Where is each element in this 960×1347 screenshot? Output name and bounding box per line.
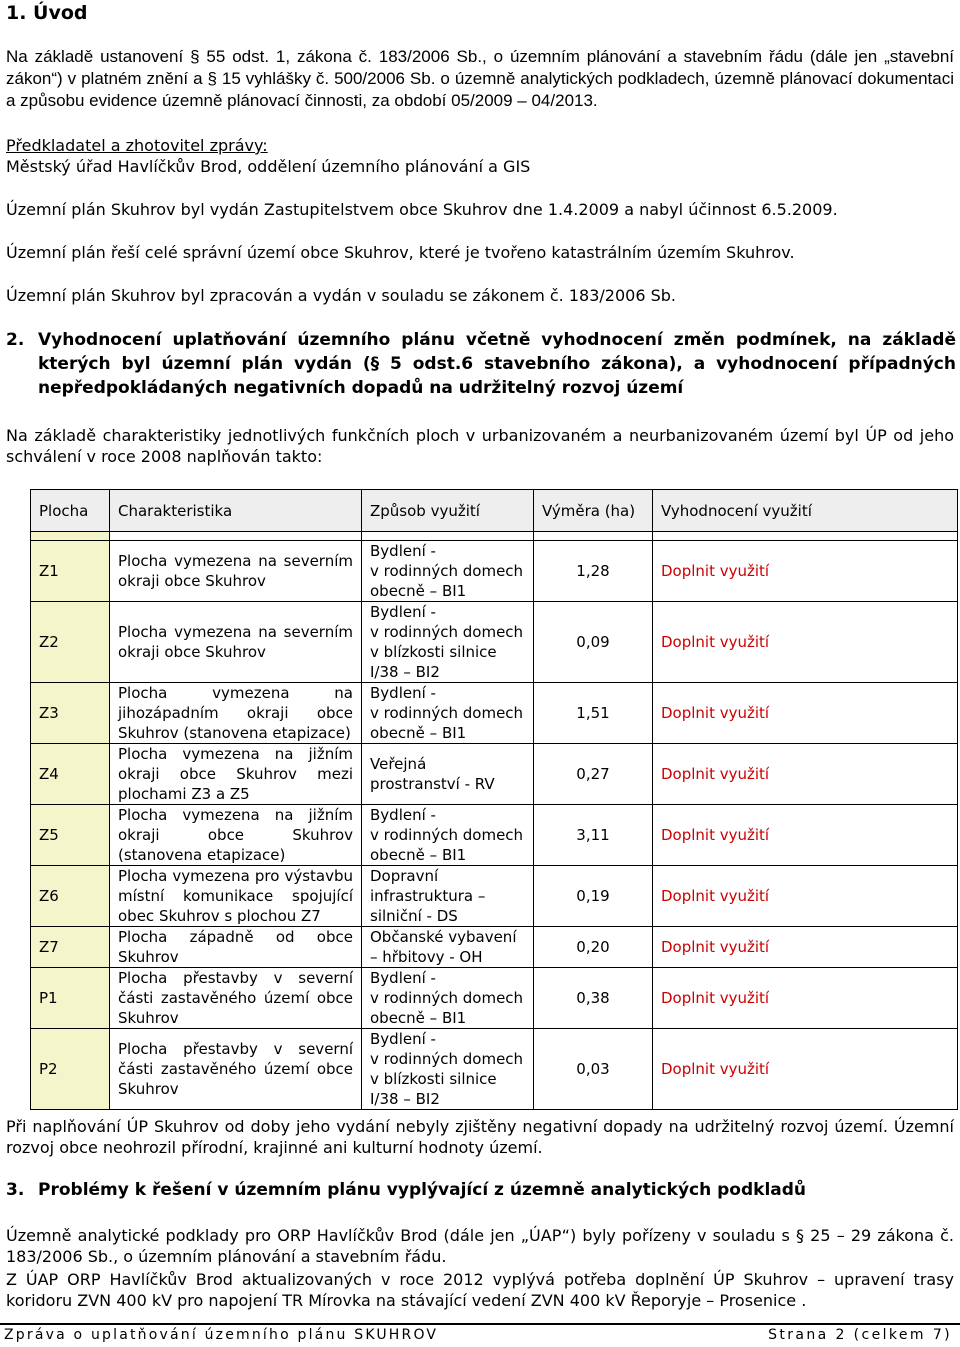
row-zpusob-vyuziti: Občanské vybavení – hřbitovy - OH	[362, 927, 534, 968]
header-plocha: Plocha	[31, 490, 110, 532]
row-charakteristika: Plocha vymezena na jižním okraji obce Skuhrov (stanovena etapizace)	[110, 805, 362, 866]
header-zpusob-vyuziti: Způsob využití	[362, 490, 534, 532]
row-plocha-code: Z5	[31, 805, 110, 866]
row-zpusob-vyuziti: Veřejná prostranství - RV	[362, 744, 534, 805]
row-zpusob-vyuziti: Bydlení - v rodinných domech obecně – BI1	[362, 541, 534, 602]
table-row	[31, 805, 958, 866]
row-vyhodnoceni: Doplnit využití	[653, 1029, 958, 1110]
row-plocha-code: Z1	[31, 541, 110, 602]
row-vyhodnoceni: Doplnit využití	[653, 805, 958, 866]
row-vymera: 0,09	[534, 602, 653, 683]
table-row	[31, 683, 958, 744]
row-vymera: 0,38	[534, 968, 653, 1029]
section-3-title: Problémy k řešení v územním plánu vyplývající z územně analytických podkladů	[38, 1180, 807, 1200]
row-zpusob-vyuziti: Bydlení - v rodinných domech obecně – BI1	[362, 805, 534, 866]
row-vymera: 0,27	[534, 744, 653, 805]
table-row	[31, 866, 958, 927]
row-vymera: 1,28	[534, 541, 653, 602]
row-charakteristika: Plocha vymezena pro výstavbu místní komunikace spojující obec Skuhrov s plochou Z7	[110, 866, 362, 927]
table-row	[31, 968, 958, 1029]
header-vyhodnoceni: Vyhodnocení využití	[653, 490, 958, 532]
row-vyhodnoceni: Doplnit využití	[653, 968, 958, 1029]
row-plocha-code: Z2	[31, 602, 110, 683]
row-zpusob-vyuziti: Bydlení - v rodinných domech v blízkosti silnice I/38 – BI2	[362, 602, 534, 683]
row-plocha-code: Z4	[31, 744, 110, 805]
section-3-number: 3.	[6, 1180, 25, 1200]
footer-divider	[0, 1323, 960, 1325]
row-vyhodnoceni: Doplnit využití	[653, 602, 958, 683]
row-vyhodnoceni: Doplnit využití	[653, 683, 958, 744]
header-vymera: Výměra (ha)	[534, 490, 653, 532]
paragraph-resi: Územní plán řeší celé správní území obce Skuhrov, které je tvořeno katastrálním územím Skuhrov.	[6, 243, 795, 262]
row-charakteristika: Plocha vymezena na jižním okraji obce Skuhrov mezi plochami Z3 a Z5	[110, 744, 362, 805]
footer-page-number: Strana 2 (celkem 7)	[768, 1327, 952, 1343]
table-row	[31, 602, 958, 683]
section-2-title: Vyhodnocení uplatňování územního plánu včetně vyhodnocení změn podmínek, na základě kterých byl územní plán vydán (§ 5 odst.6 stavebního zákona), a vyhodnocení případných nepředpokládaných negativních dopadů na udržitelný rozvoj území	[38, 330, 956, 398]
row-zpusob-vyuziti: Bydlení - v rodinných domech obecně – BI1	[362, 968, 534, 1029]
row-vymera: 0,19	[534, 866, 653, 927]
table-body	[31, 532, 958, 1110]
row-plocha-code: P1	[31, 968, 110, 1029]
row-charakteristika: Plocha vymezena na jihozápadním okraji obce Skuhrov (stanovena etapizace)	[110, 683, 362, 744]
paragraph-zpracovan: Územní plán Skuhrov byl zpracován a vydán v souladu se zákonem č. 183/2006 Sb.	[6, 286, 676, 305]
row-vyhodnoceni: Doplnit využití	[653, 744, 958, 805]
section-2-number: 2.	[6, 330, 25, 350]
row-vyhodnoceni: Doplnit využití	[653, 866, 958, 927]
plochy-table	[30, 489, 958, 1110]
intro-paragraph: Na základě ustanovení § 55 odst. 1, zákona č. 183/2006 Sb., o územním plánování a stavebním řádu (dále jen „stavební zákon“) v platném znění a § 15 vyhlášky č. 500/2006 Sb. o územně analytických podkladech, územně plánovací dokumentaci a způsobu evidence územně plánovací činnosti, za období 05/2009 – 04/2013.	[6, 47, 954, 110]
row-zpusob-vyuziti: Bydlení - v rodinných domech v blízkosti silnice I/38 – BI2	[362, 1029, 534, 1110]
row-vymera: 0,20	[534, 927, 653, 968]
after-table-paragraph: Při naplňování ÚP Skuhrov od doby jeho vydání nebyly zjištěny negativní dopady na udržitelný rozvoj území. Územní rozvoj obce neohrozil přírodní, krajinné ani kulturní hodnoty území.	[6, 1117, 954, 1157]
predkladatel-value: Městský úřad Havlíčkův Brod, oddělení územního plánování a GIS	[6, 157, 531, 176]
row-vymera: 3,11	[534, 805, 653, 866]
row-zpusob-vyuziti: Bydlení - v rodinných domech obecně – BI1	[362, 683, 534, 744]
section-1-heading: 1. Úvod	[6, 2, 88, 24]
row-plocha-code: P2	[31, 1029, 110, 1110]
row-charakteristika: Plocha západně od obce Skuhrov	[110, 927, 362, 968]
section-3-paragraph-1: Územně analytické podklady pro ORP Havlíčkův Brod (dále jen „ÚAP“) byly pořízeny v souladu s § 25 – 29 zákona č. 183/2006 Sb., o územním plánování a stavebním řádu.	[6, 1226, 954, 1266]
row-vyhodnoceni: Doplnit využití	[653, 541, 958, 602]
row-charakteristika: Plocha vymezena na severním okraji obce Skuhrov	[110, 541, 362, 602]
table-spacer-row	[31, 532, 958, 541]
row-zpusob-vyuziti: Dopravní infrastruktura – silniční - DS	[362, 866, 534, 927]
section-3-heading	[6, 1180, 807, 1200]
footer-document-title: Zpráva o uplatňování územního plánu SKUHROV	[4, 1327, 439, 1343]
table-row	[31, 541, 958, 602]
row-charakteristika: Plocha přestavby v severní části zastavěného území obce Skuhrov	[110, 1029, 362, 1110]
table-row	[31, 744, 958, 805]
row-vymera: 1,51	[534, 683, 653, 744]
row-plocha-code: Z6	[31, 866, 110, 927]
header-charakteristika: Charakteristika	[110, 490, 362, 532]
row-plocha-code: Z3	[31, 683, 110, 744]
row-vyhodnoceni: Doplnit využití	[653, 927, 958, 968]
section-3-paragraph-2: Z ÚAP ORP Havlíčkův Brod aktualizovaných v roce 2012 vyplývá potřeba doplnění ÚP Skuhrov – upravení trasy koridoru ZVN 400 kV pro napojení TR Mírovka na stávající vedení ZVN 400 kV Řeporyje – Prosenice .	[6, 1270, 954, 1310]
paragraph-vydan: Územní plán Skuhrov byl vydán Zastupitelstvem obce Skuhrov dne 1.4.2009 a nabyl účinnost 6.5.2009.	[6, 200, 838, 219]
row-charakteristika: Plocha vymezena na severním okraji obce Skuhrov	[110, 602, 362, 683]
table-row	[31, 1029, 958, 1110]
row-plocha-code: Z7	[31, 927, 110, 968]
row-vymera: 0,03	[534, 1029, 653, 1110]
table-row	[31, 927, 958, 968]
row-charakteristika: Plocha přestavby v severní části zastavěného území obce Skuhrov	[110, 968, 362, 1029]
section-2-intro: Na základě charakteristiky jednotlivých funkčních ploch v urbanizovaném a neurbanizovaném území byl ÚP od jeho schválení v roce 2008 naplňován takto:	[6, 426, 954, 466]
predkladatel-label: Předkladatel a zhotovitel zprávy:	[6, 136, 268, 155]
table-header-row	[31, 490, 958, 532]
